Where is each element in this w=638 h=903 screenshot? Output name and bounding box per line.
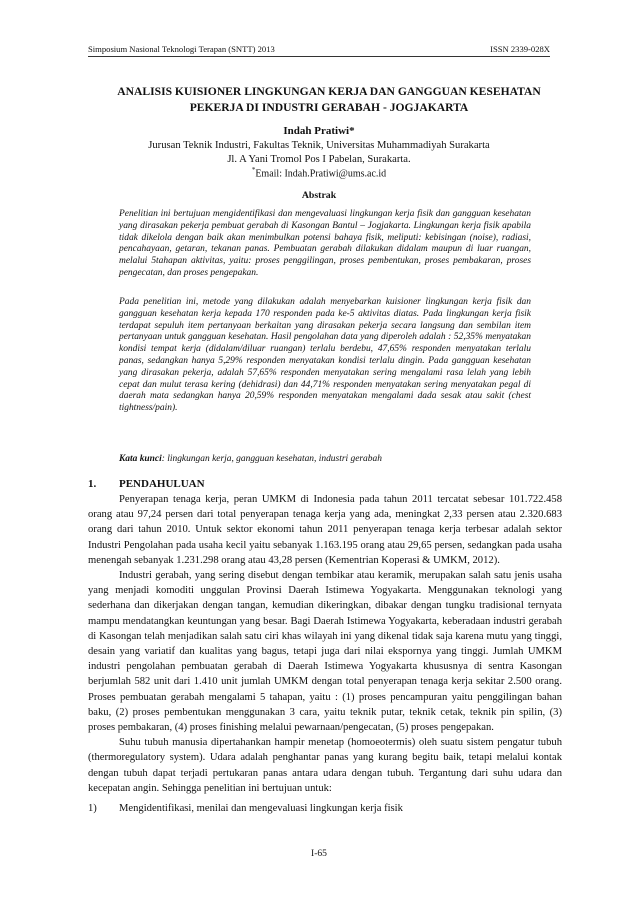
title-line-2: PEKERJA DI INDUSTRI GERABAH - JOGJAKARTA [189,101,469,114]
paper-title [100,84,558,116]
list-item-text: Mengidentifikasi, menilai dan mengevaluasi lingkungan kerja fisik [119,803,403,814]
running-header [88,42,550,57]
list-item-number: 1) [88,803,97,814]
keywords [119,454,382,464]
body-paragraph-3: Suhu tubuh manusia dipertahankan hampir menetap (homoeotermis) oleh suatu sistem pengatur tubuh (thermoregulatory system). Udara adalah penghantar panas yang kurang begitu baik, tetapi melalui kontak dengan tubuh dapat terjadi pertukaran panas antara udara dengan tubuh. Tergantung dari suhu udara dan kecepatan angin. Sehingga penelitian ini bertujuan untuk: [88,737,562,794]
body-text [88,492,562,796]
page-number: I-65 [311,848,327,859]
author-name: Indah Pratiwi* [283,125,355,137]
title-line-1: ANALISIS KUISIONER LINGKUNGAN KERJA DAN GANGGUAN KESEHATAN [117,85,541,98]
keywords-text: : lingkungan kerja, gangguan kesehatan, industri gerabah [161,454,382,464]
section-number: 1. [88,478,97,490]
abstract-paragraph-1: Penelitian ini bertujuan mengidentifikasi dan mengevaluasi lingkungan kerja fisik dan gangguan kesehatan yang dirasakan pekerja pembuat gerabah di Kasongan Bantul – Jogjakarta. Lingkungan kerja fisik apabila tidak dikelola dengan baik akan menimbulkan potensi bahaya fisik, meliputi: kebisingan (noise), radiasi, pencahayaan, getaran, tekanan panas. Pembuatan gerabah dilakukan didalam maupun di luar ruangan, melalui 5tahapan aktivitas, yaitu: proses penggilingan, proses pembentukan, proses pembakaran, proses pengecatan, dan proses pengepakan. [119,209,531,278]
conference-name: Simposium Nasional Teknologi Terapan (SNTT) 2013 [88,44,275,54]
body-paragraph-2: Industri gerabah, yang sering disebut dengan tembikar atau keramik, merupakan salah satu jenis usaha yang menjadi komoditi unggulan Provinsi Daerah Istimewa Yogyakarta. Menggunakan teknologi yang sederhana dan dikerjakan dengan tangan, kemudian dikeringkan, dibakar dengan tungku tradisional ternyata mampu mendatangkan keuntungan yang besar. Bagi Daerah Istimewa Yogyakarta, keberadaan industri gerabah di Kasongan telah menjadikan salah satu ciri khas wilayah ini yang dikenal tidak saja karena mutu yang tinggi, desain yang variatif dan kualitas yang bagus, tetapi juga dari nilai ekspornya yang tinggi. Jumlah UMKM industri pengolahan pembuatan gerabah di Daerah Istimewa Yogyakarta khususnya di sentra Kasongan berjumlah 582 unit dari 1.410 unit jumlah UMKM dengan total penyerapan tenaga kerja sekitar 2.500 orang. Proses pembuatan gerabah mengalami 5 tahapan, yaitu : (1) proses pencampuran yaitu penggilingan bahan baku, (2) proses pembentukan menggunakan 3 cara, yaitu teknik putar, teknik cetak, teknik pin spilin, (3) proses pembakaran, (4) proses finishing melalui pewarnaan/pengecatan, (5) proses pengepakan. [88,570,562,734]
keywords-label: Kata kunci [119,454,162,464]
body-paragraph-1: Penyerapan tenaga kerja, peran UMKM di Indonesia pada tahun 2011 tercatat sebesar 101.722.458 orang atau 97,24 persen dari total penyerapan tenaga kerja yang ada, meningkat 2,33 persen atau 2.320.683 orang dari tahun 2010. Untuk sektor ekonomi tahun 2011 penyerapan tenaga kerja terbesar adalah sektor Industri Pengolahan pada usaha kecil yaitu sebanyak 1.163.195 orang atau 29,65 persen, sedangkan pada usaha menengah sebanyak 1.231.298 orang atau 43,28 persen (Kementrian Koperasi & UMKM, 2012). [88,494,562,566]
email-mark: * [251,166,256,174]
email-text: Email: Indah.Pratiwi@ums.ac.id [255,168,387,180]
abstract-heading: Abstrak [301,190,337,201]
abstract-paragraph-2: Pada penelitian ini, metode yang dilakukan adalah menyebarkan kuisioner lingkungan kerja fisik dan gangguan kesehatan kerja kepada 170 responden pada ke-5 aktivitas diatas. Pada lingkungan kerja fisik terdapat sepuluh item pertanyaan berkaitan yang dirasakan pekerja secara langsung dan sembilan item pertanyaan untuk gangguan kesehatan. Hasil pengolahan data yang diperoleh adalah : 52,35% menyatakan kondisi tempat kerja (didalam/diluar ruangan) terlalu berdebu, 47,65% responden menyatakan terlalu panas, sedangkan hanya 5,29% responden menyatakan kondisi terlalu dingin. Pada gangguan kesehatan yang dirasakan pekerja, adalah 57,65% responden menyatakan sering mengalami rasa lelah yang lebih cepat dan mulut terasa kering (dehidrasi) dan 44,71% responden menyatakan sering menyatakan pegal di daerah mata sedangkan hanya 20,59% responden menyatakan mengalami dada sesak atau sakit (chest tightness/pain). [119,297,531,414]
section-title: PENDAHULUAN [119,478,205,490]
affiliation-line-1: Jurusan Teknik Industri, Fakultas Teknik, Universitas Muhammadiyah Surakarta [148,140,490,151]
issn: ISSN 2339-028X [490,44,550,54]
affiliation-line-2: Jl. A Yani Tromol Pos I Pabelan, Surakarta. [227,154,411,165]
author-email [0,166,638,179]
